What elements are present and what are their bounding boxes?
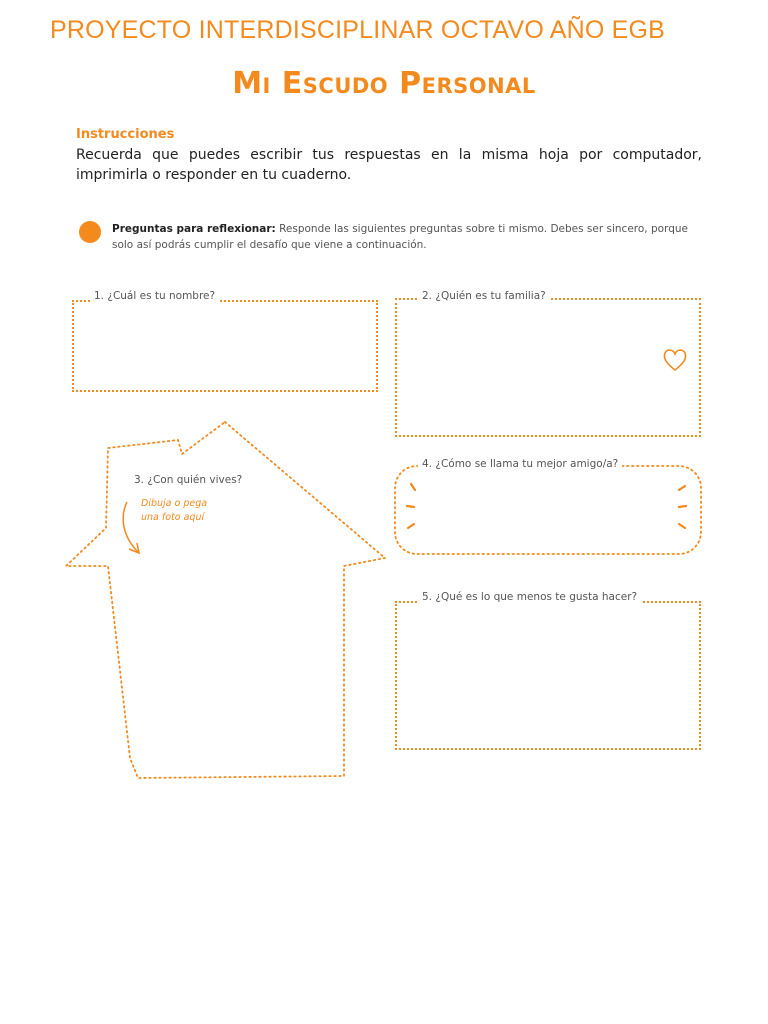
question-3-label: 3. ¿Con quién vives? (134, 474, 243, 486)
question-5-label: 5. ¿Qué es lo que menos te gusta hacer? (418, 591, 641, 603)
hint-line-1: Dibuja o pega (141, 498, 208, 509)
question-4-label: 4. ¿Cómo se llama tu mejor amigo/a? (418, 458, 622, 470)
answer-box-dislike[interactable] (395, 601, 701, 750)
reflect-paragraph (112, 221, 704, 253)
decorative-dashes-right (679, 486, 686, 528)
hint-line-2: una foto aquí (141, 512, 205, 523)
heart-icon (662, 348, 688, 372)
page-title: Mi Escudo Personal (232, 66, 536, 101)
answer-box-family[interactable] (395, 298, 701, 437)
reflect-label: Preguntas para reflexionar: (112, 223, 276, 235)
bullet-dot-icon (79, 221, 101, 243)
project-title: PROYECTO INTERDISCIPLINAR OCTAVO AÑO EGB (50, 16, 666, 44)
instructions-text: Recuerda que puedes escribir tus respuestas en la misma hoja por computador, imprimirla o responder en tu cuaderno. (76, 147, 702, 183)
reflect-text: Responde las siguientes preguntas sobre ti mismo. Debes ser sincero, porque solo así podrás cumplir el desafío que viene a continuación. (112, 223, 688, 251)
answer-box-name[interactable] (72, 300, 378, 392)
drawing-hint (141, 497, 207, 525)
decorative-dashes-left (407, 484, 415, 528)
answer-box-best-friend[interactable] (393, 462, 705, 558)
arrow-icon (118, 498, 148, 558)
instructions-label: Instrucciones (76, 127, 175, 142)
question-1-label: 1. ¿Cuál es tu nombre? (90, 290, 219, 302)
question-2-label: 2. ¿Quién es tu familia? (418, 290, 550, 302)
